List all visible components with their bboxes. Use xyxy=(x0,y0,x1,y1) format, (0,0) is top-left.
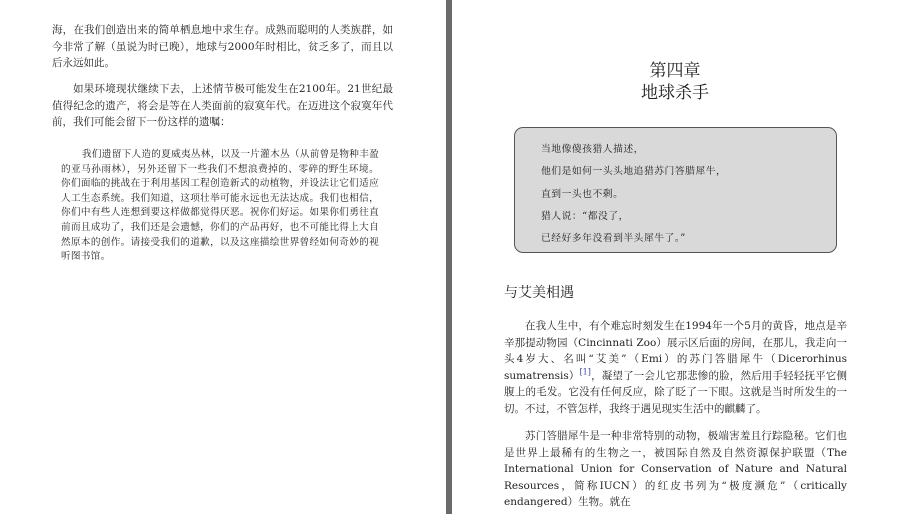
paragraph-text: 在我人生中，有个难忘时刻发生在1994年一个5月的黄昏，地点是辛辛那提动物园（Cincinnati Zoo）展示区后面的房间，在那儿，我走向一头4岁大、名叫“艾美”（Emi）的苏门答腊犀牛（Dicerorhinus sumatrensis） xyxy=(504,320,847,382)
right-paragraph-1 xyxy=(504,318,847,417)
chapter-title: 地球杀手 xyxy=(641,83,709,103)
left-page xyxy=(0,0,446,514)
epigraph-line: 当地像傻孩猎人描述， xyxy=(541,144,644,155)
right-paragraph-2: 苏门答腊犀牛是一种非常特别的动物，极端害羞且行踪隐秘。它们也是世界上最稀有的生物之一，被国际自然及自然资源保护联盟（The International Union for Conservation of Nature and Natural Resources，简称IUCN）的红皮书列为“极度濒危”（critically endangered）生物。就在 xyxy=(504,430,847,508)
section-title: 与艾美相遇 xyxy=(504,285,574,301)
epigraph-line: 他们是如何一头头地追猎苏门答腊犀牛， xyxy=(541,166,727,178)
paragraph-text: ，凝望了一会儿它那悲惨的脸，然后用手轻轻抚平它侧腹上的毛发。它没有任何反应，除了眨了一下眼。这就是当时所发生的一切。不过，不管怎样，我终于遇见现实生活中的麒麟了。 xyxy=(504,369,848,415)
left-paragraph-1: 海，在我们创造出来的简单栖息地中求生存。成熟而聪明的人类族群，如今非常了解（虽说为时已晚），地球与2000年时相比，贫乏多了，而且以后永远如此。 xyxy=(52,24,393,69)
epigraph-line: 直到一头也不剩。 xyxy=(541,188,624,200)
block-quote: 我们遗留下人造的夏威夷丛林，以及一片灌木丛（从前曾是物种丰盈的亚马孙雨林），另外还留下一些我们不想浪费掉的、零碎的野生环境。你们面临的挑战在于利用基因工程创造新式的动植物，并设法让它们适应人工生态系统。我们知道，这项壮举可能永远也无法达成。我们也相信，你们中有些人连想到要这样做都觉得厌恶。祝你们好运。如果你们勇往直前而且成功了，我们还是会遗憾，你们的产品再好，也不可能比得上大自然原本的创作。请接受我们的道歉，以及这座描绘世界曾经如何奇妙的视听图书馆。 xyxy=(61,149,379,263)
chapter-number: 第四章 xyxy=(649,61,701,81)
epigraph-line: 猎人说：“都没了， xyxy=(541,210,629,222)
epigraph-box xyxy=(514,127,837,253)
right-page xyxy=(452,0,898,514)
left-paragraph-2: 如果环境现状继续下去，上述情节极可能发生在2100年。21世纪最值得纪念的遗产，将会是等在人类面前的寂寞年代。在迈进这个寂寞年代前，我们可能会留下一份这样的遗嘱： xyxy=(52,83,393,128)
epigraph-line: 已经好多年没看到半头犀牛了。” xyxy=(541,233,686,245)
footnote-link[interactable]: [1] xyxy=(579,367,591,376)
